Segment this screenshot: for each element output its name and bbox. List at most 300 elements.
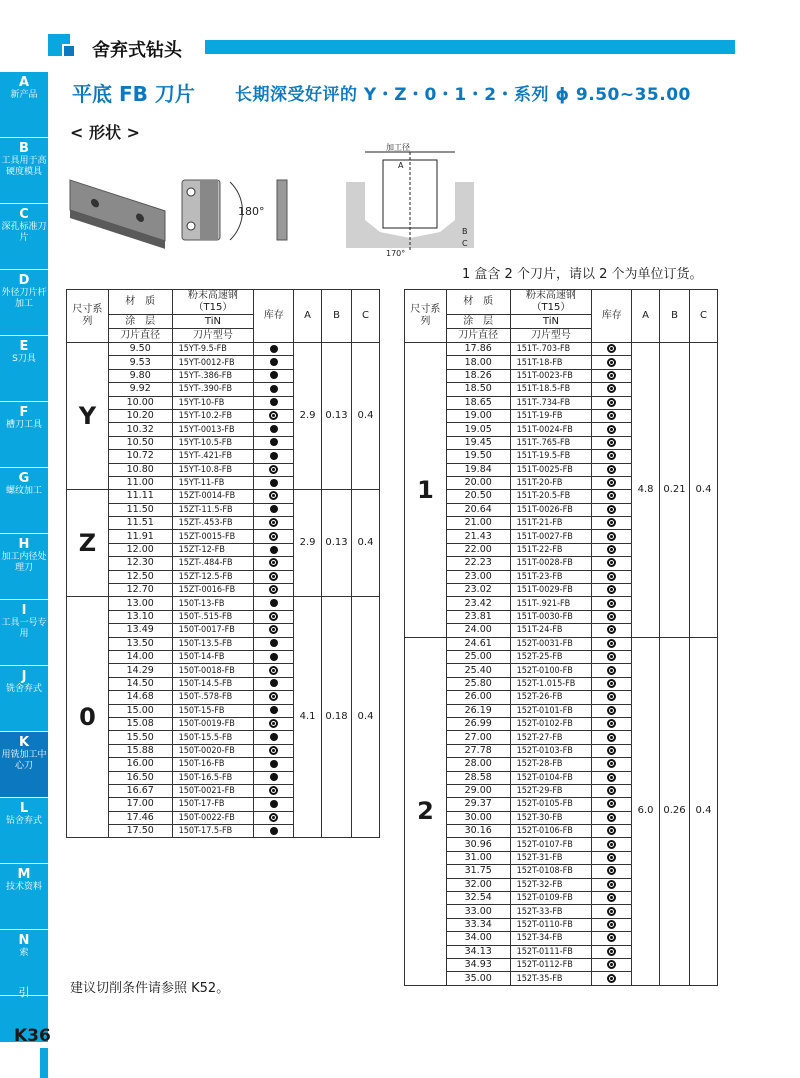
header-c: C [690,290,718,343]
stock-dot-icon [270,599,278,607]
diameter-cell: 30.16 [446,825,510,838]
stock-ring-icon [607,974,616,983]
model-cell: 152T-0105-FB [510,798,592,811]
diameter-cell: 13.50 [108,637,172,650]
stock-cell [592,918,632,931]
model-cell: 150T-.578-FB [172,691,254,704]
diameter-cell: 31.75 [446,865,510,878]
stock-cell [254,798,294,811]
section-sidebar [0,72,48,1042]
model-cell: 150T-13-FB [172,597,254,610]
diameter-cell: 15.50 [108,731,172,744]
model-cell: 152T-0031-FB [510,637,592,650]
stock-ring-icon [607,947,616,956]
model-cell: 152T-0112-FB [510,958,592,971]
stock-ring-icon [607,692,616,701]
sidebar-tab-m[interactable] [0,864,48,930]
model-cell: 15YT-.421-FB [172,450,254,463]
table-row [67,597,380,610]
model-cell: 15YT-.386-FB [172,369,254,382]
size-series-cell: 1 [405,343,447,638]
stock-cell [254,557,294,570]
sidebar-tab-label: 外径刀片杆加工 [1,288,47,309]
model-cell: 151T-18-FB [510,356,592,369]
model-cell: 151T-0027-FB [510,530,592,543]
stock-cell [592,450,632,463]
stock-cell [592,945,632,958]
stock-cell [592,972,632,985]
stock-cell [254,664,294,677]
diameter-cell: 11.11 [108,490,172,503]
model-cell: 152T-30-FB [510,811,592,824]
stock-ring-icon [607,532,616,541]
stock-cell [592,771,632,784]
stock-dot-icon [270,679,278,687]
stock-cell [254,503,294,516]
stock-cell [254,570,294,583]
diameter-cell: 23.42 [446,597,510,610]
stock-ring-icon [269,746,278,755]
diameter-cell: 27.00 [446,731,510,744]
diameter-cell: 18.65 [446,396,510,409]
sidebar-tab-c[interactable] [0,204,48,270]
sidebar-tab-letter: I [21,603,27,618]
product-title: 平底 FB 刀片 [72,82,195,106]
stock-ring-icon [607,558,616,567]
stock-cell [254,677,294,690]
stock-cell [254,704,294,717]
stock-cell [592,610,632,623]
model-cell: 150T-17-FB [172,798,254,811]
model-cell: 151T-.921-FB [510,597,592,610]
sidebar-tab-k[interactable] [0,732,48,798]
diameter-cell: 34.00 [446,932,510,945]
sidebar-tab-i[interactable] [0,600,48,666]
stock-cell [254,624,294,637]
stock-ring-icon [607,866,616,875]
model-cell: 152T-0101-FB [510,704,592,717]
model-cell: 15ZT-0016-FB [172,584,254,597]
spec-table-left [66,289,380,838]
diameter-cell: 20.64 [446,503,510,516]
model-cell: 151T-18.5-FB [510,383,592,396]
sidebar-tab-d[interactable] [0,270,48,336]
sidebar-tab-b[interactable] [0,138,48,204]
diameter-cell: 18.26 [446,369,510,382]
model-cell: 15ZT-0014-FB [172,490,254,503]
stock-ring-icon [607,438,616,447]
diameter-cell: 19.05 [446,423,510,436]
model-cell: 15ZT-.453-FB [172,517,254,530]
stock-ring-icon [269,666,278,675]
model-cell: 15ZT-12-FB [172,543,254,556]
stock-cell [592,704,632,717]
diameter-cell: 35.00 [446,972,510,985]
stock-cell [254,610,294,623]
diameter-cell: 22.00 [446,543,510,556]
diameter-cell: 30.00 [446,811,510,824]
stock-cell [592,838,632,851]
diameter-cell: 10.50 [108,436,172,449]
model-cell: 152T-28-FB [510,758,592,771]
diameter-cell: 31.00 [446,851,510,864]
model-cell: 150T-16.5-FB [172,771,254,784]
stock-ring-icon [607,652,616,661]
stock-ring-icon [269,518,278,527]
stock-cell [592,409,632,422]
model-cell: 152T-26-FB [510,691,592,704]
model-cell: 152T-29-FB [510,784,592,797]
sidebar-tab-letter: D [18,273,30,288]
stock-cell [254,784,294,797]
diameter-cell: 13.00 [108,597,172,610]
diameter-cell: 33.34 [446,918,510,931]
page-number: K36 [14,1026,51,1046]
header-a: A [632,290,660,343]
stock-ring-icon [607,344,616,353]
stock-ring-icon [269,612,278,621]
model-cell: 151T-0026-FB [510,503,592,516]
sidebar-tab-letter: E [19,339,29,354]
diameter-cell: 10.80 [108,463,172,476]
sidebar-tab-label: 钻舍弃式 [5,816,42,826]
diameter-cell: 12.00 [108,543,172,556]
model-cell: 152T-0108-FB [510,865,592,878]
stock-cell [254,436,294,449]
header-coating: 涂 层 [108,315,172,329]
stock-cell [254,490,294,503]
stock-cell [592,343,632,356]
stock-cell [592,784,632,797]
tip-angle-label: 170° [386,249,406,258]
stock-dot-icon [270,345,278,353]
model-cell: 151T-.734-FB [510,396,592,409]
sidebar-tab-e[interactable] [0,336,48,402]
diameter-cell: 12.30 [108,557,172,570]
model-cell: 150T-0022-FB [172,811,254,824]
dim-c-label: C [462,239,468,248]
stock-ring-icon [607,826,616,835]
sidebar-tab-h[interactable] [0,534,48,600]
model-cell: 15YT-10.8-FB [172,463,254,476]
insert-front-view [182,180,265,240]
model-cell: 151T-20.5-FB [510,490,592,503]
diameter-cell: 25.40 [446,664,510,677]
insert-side-view [277,180,287,240]
header-square-icon-small [62,44,76,58]
stock-ring-icon [607,639,616,648]
model-cell: 150T-14-FB [172,650,254,663]
model-cell: 150T-0018-FB [172,664,254,677]
stock-ring-icon [269,692,278,701]
stock-dot-icon [270,546,278,554]
dimension-a-cell: 4.1 [294,597,322,838]
diameter-cell: 17.86 [446,343,510,356]
header-material: 材 质 [108,290,172,315]
stock-ring-icon [607,518,616,527]
diameter-cell: 12.70 [108,584,172,597]
size-series-cell: Y [67,343,109,490]
sidebar-tab-label: 索 [19,948,29,958]
model-cell: 15YT-11-FB [172,476,254,489]
diameter-cell: 24.61 [446,637,510,650]
stock-cell [592,490,632,503]
stock-ring-icon [607,786,616,795]
stock-cell [254,369,294,382]
header-coating-value: TiN [510,315,592,329]
model-cell: 15YT-9.5-FB [172,343,254,356]
header-b: B [322,290,352,343]
table-row [67,343,380,356]
stock-ring-icon [607,572,616,581]
stock-ring-icon [607,425,616,434]
sidebar-tab-letter: C [19,207,29,222]
diameter-cell: 14.50 [108,677,172,690]
diameter-cell: 33.00 [446,905,510,918]
stock-cell [592,436,632,449]
header-stock: 库存 [592,290,632,343]
stock-cell [254,423,294,436]
sidebar-tab-label: 槽刀工具 [5,420,42,430]
diameter-cell: 13.10 [108,610,172,623]
sidebar-tab-label: 铣舍弃式 [5,684,42,694]
model-cell: 151T-22-FB [510,543,592,556]
stock-cell [592,650,632,663]
size-series-cell: 2 [405,637,447,985]
stock-cell [592,476,632,489]
stock-ring-icon [607,545,616,554]
sidebar-tab-letter: L [19,801,29,816]
sidebar-index-tail: 引 [18,986,30,999]
stock-dot-icon [270,479,278,487]
stock-ring-icon [269,625,278,634]
stock-cell [592,463,632,476]
model-cell: 152T-0107-FB [510,838,592,851]
stock-cell [254,383,294,396]
model-cell: 15YT-10-FB [172,396,254,409]
dimension-b-cell: 0.21 [660,343,690,638]
diameter-cell: 20.50 [446,490,510,503]
stock-ring-icon [607,933,616,942]
stock-cell [592,543,632,556]
stock-cell [254,771,294,784]
diameter-cell: 29.37 [446,798,510,811]
stock-cell [592,798,632,811]
stock-cell [592,677,632,690]
diameter-cell: 23.81 [446,610,510,623]
diameter-cell: 15.88 [108,744,172,757]
stock-cell [254,597,294,610]
diameter-cell: 34.13 [446,945,510,958]
model-cell: 152T-27-FB [510,731,592,744]
header-material: 材 质 [446,290,510,315]
sidebar-tab-label: 技术资料 [5,882,42,892]
model-cell: 15ZT-11.5-FB [172,503,254,516]
model-cell: 151T-20-FB [510,476,592,489]
sidebar-tab-letter: H [18,537,30,552]
stock-dot-icon [270,371,278,379]
stock-cell [592,597,632,610]
sidebar-tab-letter: F [19,405,29,420]
dimension-a-cell: 2.9 [294,490,322,597]
stock-ring-icon [607,666,616,675]
stock-ring-icon [607,371,616,380]
stock-ring-icon [607,411,616,420]
model-cell: 150T-0019-FB [172,717,254,730]
stock-ring-icon [607,612,616,621]
sidebar-tab-g[interactable] [0,468,48,534]
header-material-value: 粉末高速钢（T15） [510,290,592,315]
diameter-cell: 10.20 [108,409,172,422]
stock-dot-icon [270,425,278,433]
dimension-c-cell: 0.4 [690,637,718,985]
stock-dot-icon [270,773,278,781]
diameter-cell: 29.00 [446,784,510,797]
sidebar-tab-letter: M [17,867,31,882]
sidebar-tab-a[interactable] [0,72,48,138]
diameter-cell: 26.99 [446,717,510,730]
sidebar-tab-j[interactable] [0,666,48,732]
header-a: A [294,290,322,343]
dimension-c-cell: 0.4 [352,343,380,490]
model-cell: 150T-17.5-FB [172,825,254,838]
stock-cell [592,356,632,369]
stock-cell [592,423,632,436]
stock-ring-icon [607,384,616,393]
stock-cell [592,557,632,570]
stock-cell [592,825,632,838]
stock-ring-icon [607,505,616,514]
stock-ring-icon [607,358,616,367]
diameter-cell: 32.00 [446,878,510,891]
stock-ring-icon [607,491,616,500]
model-cell: 15YT-0013-FB [172,423,254,436]
sidebar-tab-l[interactable] [0,798,48,864]
stock-ring-icon [607,706,616,715]
stock-cell [592,892,632,905]
diameter-cell: 16.50 [108,771,172,784]
stock-ring-icon [607,773,616,782]
model-cell: 151T-19.5-FB [510,450,592,463]
model-cell: 15YT-10.2-FB [172,409,254,422]
diameter-cell: 15.00 [108,704,172,717]
dim-b-label: B [462,227,468,236]
model-cell: 152T-0111-FB [510,945,592,958]
stock-ring-icon [607,853,616,862]
diameter-cell: 17.00 [108,798,172,811]
diameter-cell: 12.50 [108,570,172,583]
stock-cell [254,356,294,369]
model-cell: 150T-.515-FB [172,610,254,623]
order-note: 1 盒含 2 个刀片，请以 2 个为单位订货。 [462,267,703,282]
diameter-cell: 16.67 [108,784,172,797]
stock-cell [592,570,632,583]
stock-cell [592,530,632,543]
sidebar-tab-f[interactable] [0,402,48,468]
stock-ring-icon [607,799,616,808]
stock-ring-icon [607,920,616,929]
header-diameter: 刀片直径 [108,329,172,343]
header-c: C [352,290,380,343]
sidebar-tab-label: 工具一号专用 [1,618,47,639]
stock-cell [592,758,632,771]
stock-dot-icon [270,760,278,768]
stock-dot-icon [270,385,278,393]
stock-cell [254,396,294,409]
header-model: 刀片型号 [510,329,592,343]
model-cell: 150T-0020-FB [172,744,254,757]
stock-ring-icon [607,585,616,594]
dimension-a-cell: 2.9 [294,343,322,490]
stock-ring-icon [607,840,616,849]
stock-dot-icon [270,639,278,647]
sidebar-tab-label: 工具用于高硬度模具 [1,156,47,177]
sidebar-tab-label: S刀具 [12,354,36,364]
stock-ring-icon [607,719,616,728]
diameter-cell: 21.43 [446,530,510,543]
stock-cell [592,637,632,650]
header-material-value: 粉末高速钢（T15） [172,290,254,315]
diameter-cell: 26.19 [446,704,510,717]
stock-dot-icon [270,733,278,741]
diameter-cell: 22.23 [446,557,510,570]
spec-table-right [404,289,718,986]
stock-ring-icon [269,813,278,822]
stock-dot-icon [270,505,278,513]
stock-cell [592,517,632,530]
stock-ring-icon [607,478,616,487]
diameter-cell: 23.00 [446,570,510,583]
header-coating: 涂 层 [446,315,510,329]
model-cell: 150T-15-FB [172,704,254,717]
sidebar-tab-label: 用铣加工中心刀 [1,750,47,771]
dimension-a-cell: 6.0 [632,637,660,985]
stock-ring-icon [269,491,278,500]
header-coating-value: TiN [172,315,254,329]
diameter-cell: 11.50 [108,503,172,516]
model-cell: 152T-33-FB [510,905,592,918]
stock-cell [254,744,294,757]
diameter-cell: 9.92 [108,383,172,396]
header-stock: 库存 [254,290,294,343]
diameter-cell: 11.00 [108,476,172,489]
sidebar-tab-label: 加工内径处理刀 [1,552,47,573]
stock-ring-icon [269,465,278,474]
diameter-cell: 19.45 [446,436,510,449]
diameter-cell: 28.00 [446,758,510,771]
sidebar-tab-label: 新产品 [10,90,38,100]
cutting-diagram [340,140,480,260]
model-cell: 152T-35-FB [510,972,592,985]
diameter-cell: 13.49 [108,624,172,637]
stock-cell [254,476,294,489]
stock-ring-icon [269,558,278,567]
model-cell: 152T-0104-FB [510,771,592,784]
model-cell: 152T-31-FB [510,851,592,864]
stock-ring-icon [607,907,616,916]
stock-cell [254,543,294,556]
stock-cell [592,691,632,704]
diameter-cell: 15.08 [108,717,172,730]
stock-ring-icon [607,746,616,755]
diameter-cell: 20.00 [446,476,510,489]
stock-ring-icon [607,679,616,688]
stock-cell [592,584,632,597]
stock-cell [254,811,294,824]
diameter-cell: 19.84 [446,463,510,476]
diameter-cell: 28.58 [446,771,510,784]
stock-ring-icon [269,719,278,728]
